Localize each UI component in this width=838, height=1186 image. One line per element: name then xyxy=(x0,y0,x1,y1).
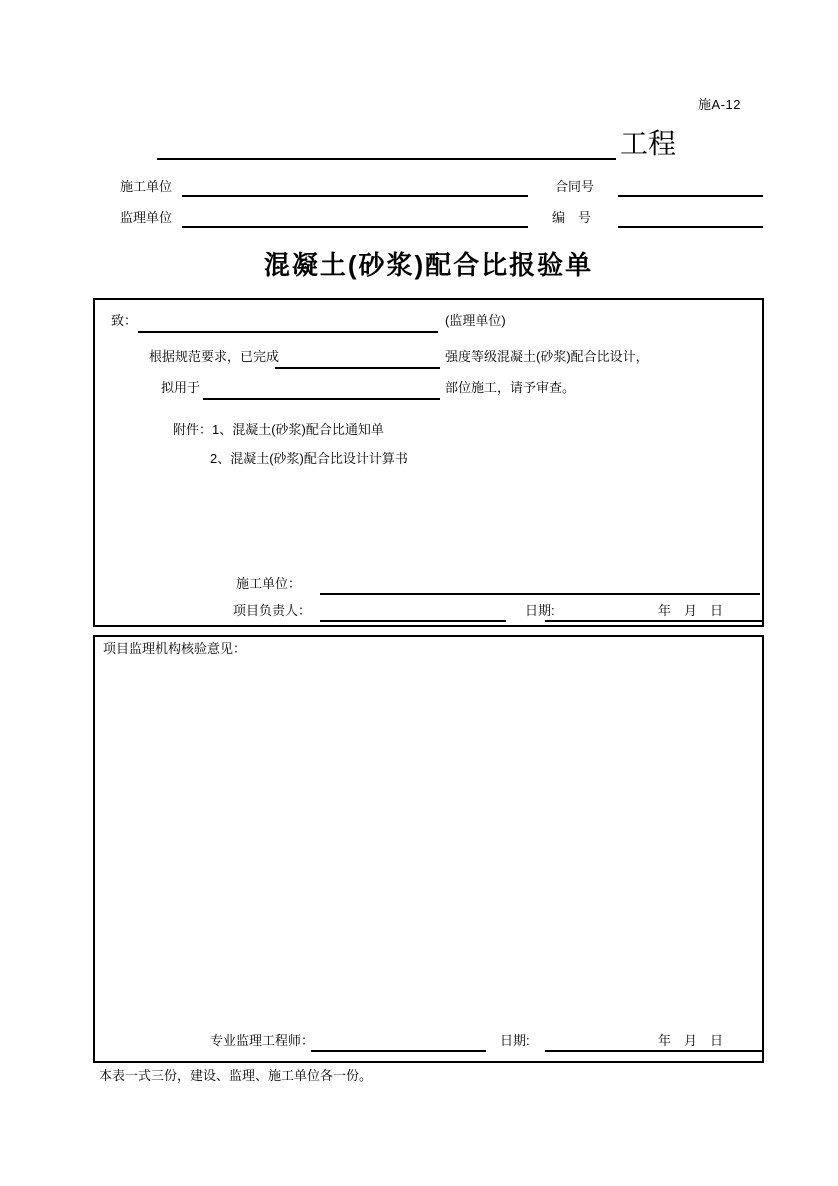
to-recipient-field[interactable] xyxy=(138,331,438,333)
sign-construction-unit-label: 施工单位： xyxy=(236,576,302,591)
serial-no-field[interactable] xyxy=(618,226,763,228)
completed-prefix-label: 根据规范要求，已完成 xyxy=(149,349,280,364)
attachment-line-2: 2、混凝土(砂浆)配合比设计计算书 xyxy=(210,451,408,466)
supervision-unit-label: 监理单位 xyxy=(120,210,173,225)
form-title: 混凝土(砂浆)配合比报验单 xyxy=(263,250,594,280)
project-manager-label: 项目负责人： xyxy=(233,603,312,618)
footer-note: 本表一式三份，建设、监理、施工单位各一份。 xyxy=(99,1068,373,1083)
to-suffix-label: (监理单位) xyxy=(445,313,506,328)
date-ymd-placeholder: 年 月 日 xyxy=(658,603,724,618)
project-name-field[interactable] xyxy=(157,158,616,160)
supervising-engineer-field[interactable] xyxy=(311,1050,486,1052)
sign-construction-unit-field[interactable] xyxy=(320,593,760,595)
strength-grade-field[interactable] xyxy=(275,367,440,369)
review-section-box xyxy=(93,635,764,1063)
contract-no-label: 合同号 xyxy=(555,179,595,194)
to-label: 致： xyxy=(111,313,138,328)
intended-use-prefix-label: 拟用于 xyxy=(161,380,201,395)
date-field[interactable] xyxy=(545,620,762,622)
serial-no-label: 编 号 xyxy=(552,210,592,225)
construction-unit-label: 施工单位 xyxy=(120,179,173,194)
construction-unit-field[interactable] xyxy=(182,195,528,197)
review-date-label: 日期: xyxy=(500,1033,530,1048)
review-date-ymd-placeholder: 年 月 日 xyxy=(658,1033,724,1048)
date-label: 日期: xyxy=(525,603,555,618)
contract-no-field[interactable] xyxy=(618,195,763,197)
supervision-unit-field[interactable] xyxy=(182,226,528,228)
project-manager-field[interactable] xyxy=(320,620,506,622)
intended-use-field[interactable] xyxy=(203,398,440,400)
request-section-box xyxy=(93,298,764,627)
intended-use-suffix-label: 部位施工，请予审查。 xyxy=(445,380,576,395)
review-date-field[interactable] xyxy=(545,1050,762,1052)
attachment-line-1: 附件：1、混凝土(砂浆)配合比通知单 xyxy=(173,422,384,437)
project-suffix-label: 工程 xyxy=(620,128,677,159)
completed-suffix-label: 强度等级混凝土(砂浆)配合比设计， xyxy=(445,349,649,364)
review-heading: 项目监理机构核验意见： xyxy=(103,641,247,656)
form-code-label: 施A-12 xyxy=(698,97,741,112)
supervising-engineer-label: 专业监理工程师： xyxy=(210,1033,315,1048)
